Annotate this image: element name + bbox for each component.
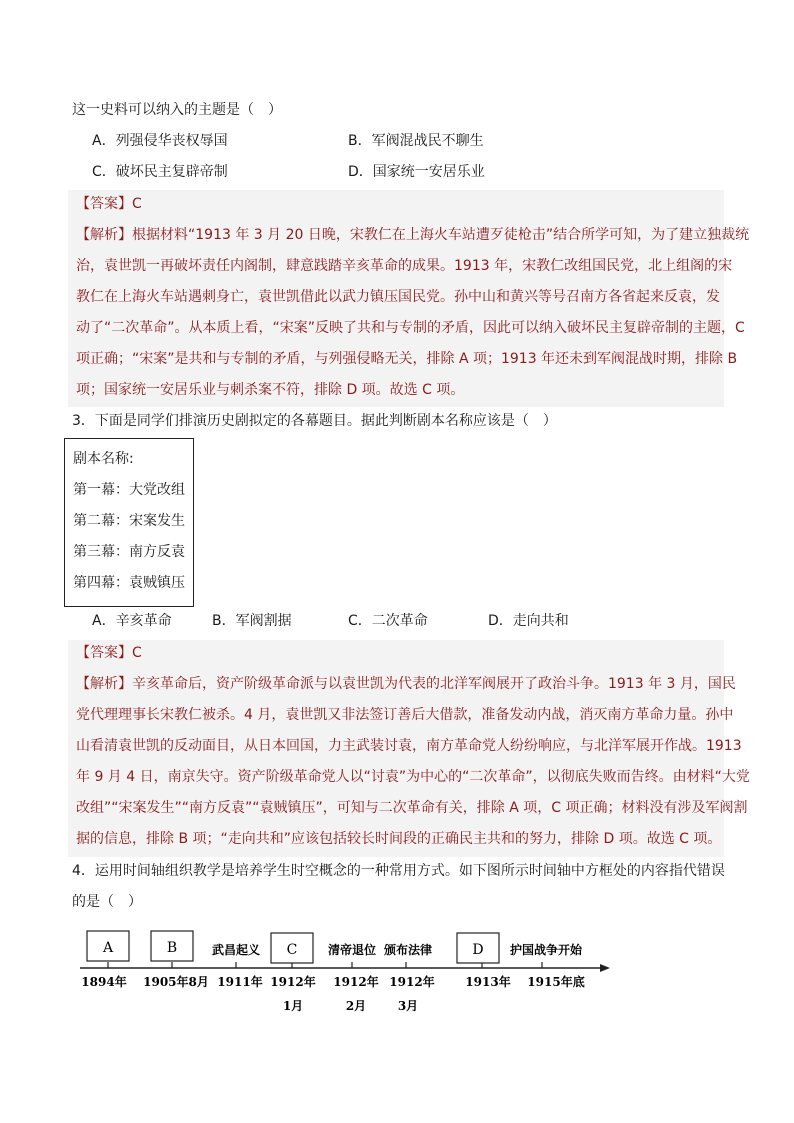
q4-stem: 的是（ ）: [72, 894, 142, 910]
q3-analysis-line: 改组”“宋案发生”“南方反袁”“袁贼镇压”，可知与二次革命有关，排除 A 项，C 项正确；材料没有涉及军阀割: [76, 800, 748, 816]
q2-analysis-line: 动了“二次革命”。从本质上看，“宋案”反映了共和与专制的矛盾，因此可以纳入破坏民主复辟帝制的主题，C: [76, 320, 745, 336]
q3-option-a[interactable]: A．辛亥革命: [92, 613, 172, 629]
q3-analysis-line: 【解析】辛亥革命后，资产阶级革命派与以袁世凯为代表的北洋军阀展开了政治斗争。1913 年 3 月，国民: [76, 676, 736, 692]
date-label: 1905年8月: [143, 975, 209, 989]
q3-analysis-line: 年 9 月 4 日，南京失守。资产阶级革命党人以“讨袁”为中心的“二次革命”，以彻底失败而告终。由材料“大党: [76, 769, 750, 785]
q2-analysis-line: 教仁在上海火车站遇刺身亡，袁世凯借此以武力镇压国民党。孙中山和黄兴等号召南方各省起来反袁，发: [76, 289, 720, 305]
q2-option-b[interactable]: B．军阀混战民不聊生: [348, 133, 484, 149]
q2-analysis-line: 【解析】根据材料“1913 年 3 月 20 日晚，宋教仁在上海火车站遭歹徒枪击”结合所学可知，为了建立独裁统: [76, 227, 750, 243]
timeline-diagram: [80, 928, 620, 1018]
month-label: 3月: [397, 999, 419, 1013]
q2-stem: 这一史料可以纳入的主题是（ ）: [72, 102, 282, 118]
event-abdication: 清帝退位: [327, 943, 377, 957]
date-label: 1915年底: [527, 975, 585, 989]
q2-answer: 【答案】C: [76, 196, 142, 212]
month-label: 2月: [345, 999, 367, 1013]
q3-stem: 3．下面是同学们排演历史剧拟定的各幕题目。据此判断剧本名称应该是（ ）: [72, 413, 557, 429]
month-label: 1月: [282, 999, 304, 1013]
q2-analysis-line: 治，袁世凯一再破坏责任内阁制，肆意践踏辛亥革命的成果。1913 年，宋教仁改组国民党，北上组阁的宋: [76, 258, 733, 274]
q3-option-d[interactable]: D．走向共和: [488, 613, 569, 629]
q3-answer: 【答案】C: [76, 645, 142, 661]
q4-stem: 4．运用时间轴组织教学是培养学生时空概念的一种常用方式。如下图所示时间轴中方框处的内容指代错误: [72, 863, 725, 879]
q2-option-c[interactable]: C．破坏民主复辟帝制: [92, 164, 228, 180]
date-label: 1911年: [217, 975, 263, 989]
box-line: 第四幕：袁贼镇压: [73, 575, 185, 591]
event-huguo: 护国战争开始: [509, 943, 583, 957]
box-line: 第三幕：南方反袁: [73, 544, 185, 560]
timeline-arrow: [600, 964, 610, 972]
q3-option-b[interactable]: B．军阀割据: [212, 613, 292, 629]
box-line: 第一幕：大党改组: [73, 482, 185, 498]
event-wuchang: 武昌起义: [211, 943, 261, 957]
date-label: 1913年: [465, 975, 511, 989]
date-label: 1912年: [270, 975, 316, 989]
q2-option-a[interactable]: A．列强侵华丧权辱国: [92, 133, 228, 149]
box-line: 第二幕：宋案发生: [73, 513, 185, 529]
q2-analysis-line: 项正确；“宋案”是共和与专制的矛盾，与列强侵略无关，排除 A 项；1913 年还未到军阀混战时期，排除 B: [76, 351, 738, 367]
script-title-box: [64, 438, 194, 607]
timeline-box-c-label: C: [286, 942, 298, 958]
q3-analysis-line: 据的信息，排除 B 项；“走向共和”应该包括较长时间段的正确民主共和的努力，排除 D 项。故选 C 项。: [76, 831, 722, 847]
date-label: 1894年: [81, 975, 127, 989]
q3-option-c[interactable]: C．二次革命: [348, 613, 428, 629]
q2-analysis-line: 项；国家统一安居乐业与刺杀案不符，排除 D 项。故选 C 项。: [76, 382, 465, 398]
q3-analysis-line: 党代理理事长宋教仁被杀。4 月，袁世凯又非法签订善后大借款，准备发动内战，消灭南方革命力量。孙中: [76, 707, 734, 723]
timeline-box-b-label: B: [166, 940, 178, 956]
timeline-box-a-label: A: [102, 940, 114, 956]
q3-analysis-line: 山看清袁世凯的反动面目，从日本回国，力主武装讨袁，南方革命党人纷纷响应，与北洋军展开作战。1913: [76, 738, 742, 754]
date-label: 1912年: [389, 975, 435, 989]
box-line: 剧本名称:: [73, 451, 134, 467]
q2-option-d[interactable]: D．国家统一安居乐业: [348, 164, 485, 180]
date-label: 1912年: [333, 975, 379, 989]
timeline-box-d-label: D: [472, 942, 484, 958]
event-law: 颁布法律: [383, 943, 433, 957]
